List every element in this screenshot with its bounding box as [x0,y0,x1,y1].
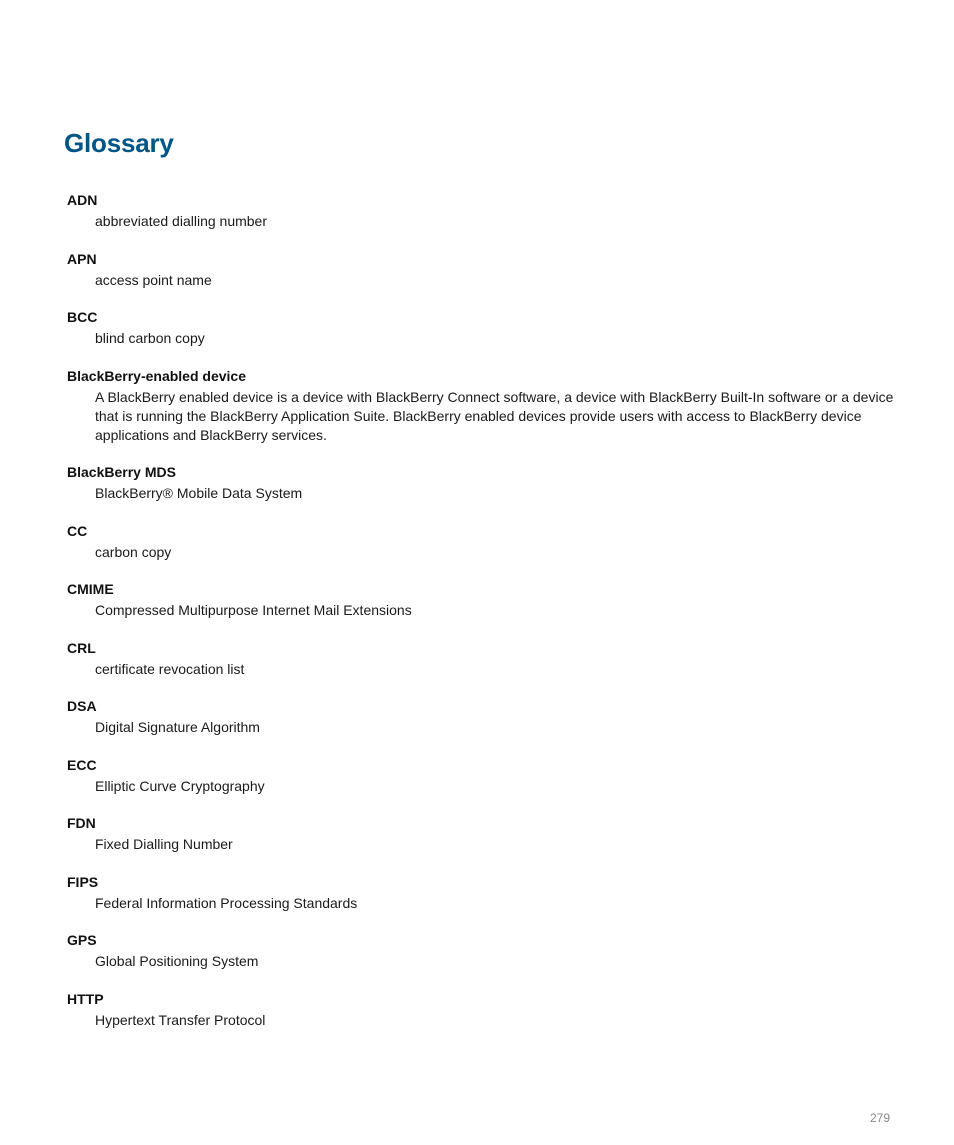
glossary-term: GPS [67,932,97,948]
glossary-term: ECC [67,756,97,773]
glossary-term: BlackBerry MDS [67,464,176,480]
glossary-term: HTTP [67,990,104,1007]
glossary-entry [67,814,897,854]
glossary-entry [67,367,897,445]
page-title: Glossary [64,128,174,158]
glossary-definition: Global Positioning System [95,953,259,969]
glossary-definition: Fixed Dialling Number [95,836,233,852]
glossary-entry [67,931,897,971]
glossary-definition: Digital Signature Algorithm [95,719,260,735]
glossary-definition: BlackBerry® Mobile Data System [95,485,303,501]
glossary-term: DSA [67,698,97,714]
glossary-term: CRL [67,639,96,656]
glossary-definition: A BlackBerry enabled device is a device with BlackBerry Connect software, a device with BlackBerry Built-In software or a device that is running the BlackBerry Application Suite. BlackBerry enabled devices provide users with access to BlackBerry device applications and BlackBerry services. [95,388,894,443]
glossary-definition: access point name [95,271,212,288]
glossary-entry [67,191,897,231]
page-number: 279 [869,1111,890,1125]
glossary-entry [67,990,897,1030]
glossary-definition: carbon copy [95,543,172,560]
glossary-definition: certificate revocation list [95,660,245,677]
glossary-entry [67,873,897,913]
glossary-entry [67,463,897,503]
glossary-list [67,191,897,1048]
glossary-definition: Elliptic Curve Cryptography [95,777,265,794]
glossary-definition: abbreviated dialling number [95,213,267,229]
glossary-term: FDN [67,815,96,831]
glossary-term: APN [67,250,97,267]
glossary-term: BCC [67,309,98,325]
glossary-definition: Compressed Multipurpose Internet Mail Extensions [95,602,412,618]
glossary-definition: Federal Information Processing Standards [95,894,358,911]
glossary-entry [67,522,897,562]
glossary-entry [67,250,897,290]
glossary-entry [67,580,897,620]
glossary-entry [67,639,897,679]
glossary-term: FIPS [67,873,99,890]
glossary-term: BlackBerry-enabled device [67,367,246,384]
glossary-definition: blind carbon copy [95,330,205,346]
glossary-entry [67,308,897,348]
glossary-definition: Hypertext Transfer Protocol [95,1011,266,1028]
glossary-entry [67,697,897,737]
glossary-term: ADN [67,192,98,208]
glossary-term: CC [67,522,88,539]
glossary-term: CMIME [67,581,114,597]
glossary-entry [67,756,897,796]
